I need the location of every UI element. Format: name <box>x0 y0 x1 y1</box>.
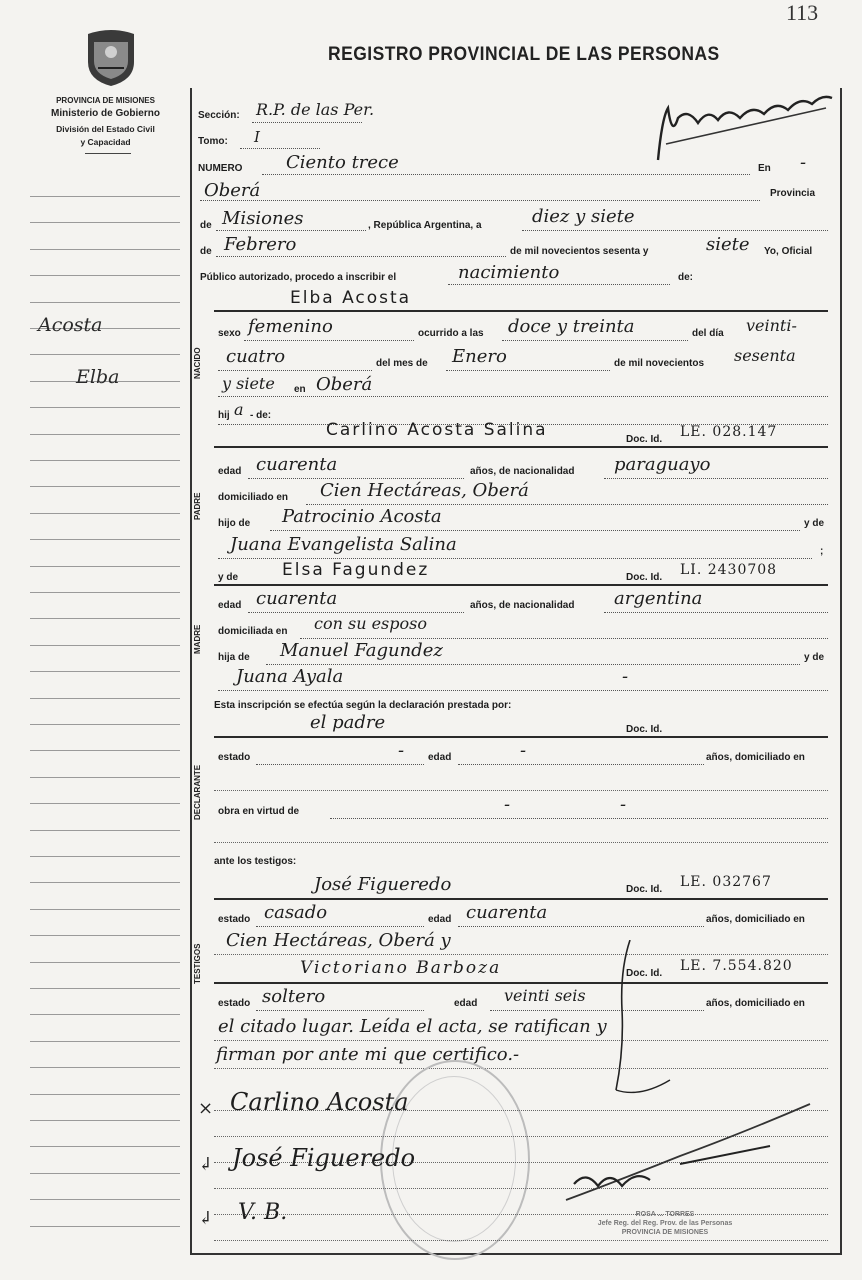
decl-edad-value: - <box>520 740 527 761</box>
padre-nac-label: años, de nacionalidad <box>470 466 575 477</box>
t2-doc-label: Doc. Id. <box>626 968 663 979</box>
side-label-testigos: TESTIGOS <box>193 943 202 985</box>
declaracion-label: Esta inscripción se efectúa según la declaración prestada por: <box>214 700 512 711</box>
mes-acta-line <box>216 256 506 257</box>
margin-rule <box>30 1199 180 1200</box>
obra-line-2 <box>214 842 828 843</box>
declarante-doc-label: Doc. Id. <box>626 724 663 735</box>
madre-hija-line <box>266 664 800 665</box>
margin-rule <box>30 513 180 514</box>
provincia-label: Provincia <box>770 188 816 199</box>
del-dia-label: del día <box>692 328 724 339</box>
hij-de-label: - de: <box>250 410 272 421</box>
hora-line <box>502 340 688 341</box>
publico-label: Público autorizado, procedo a inscribir el <box>200 272 397 283</box>
margin-rule <box>30 1226 180 1227</box>
madre-madre-dash: - <box>622 666 629 687</box>
margin-rule <box>30 618 180 619</box>
hij-suffix-value: a <box>234 400 244 419</box>
numero-line <box>262 174 750 175</box>
de-colon-label: de: <box>678 272 693 283</box>
padre-hijo-label: hijo de <box>218 518 251 529</box>
madre-hija-label: hija de <box>218 652 250 663</box>
t1-dom-value: Cien Hectáreas, Oberá y <box>226 930 451 951</box>
madre-doc-value: LI. 2430708 <box>680 562 778 578</box>
t1-edad-line <box>458 926 704 927</box>
bracket-mark-icon <box>600 940 680 1100</box>
cierre-rule-2 <box>214 1068 828 1069</box>
mil-nov-label: de mil novecientos <box>614 358 705 369</box>
tipo-value: nacimiento <box>458 262 560 283</box>
margin-name: Elba <box>76 366 120 388</box>
org-division-2: y Capacidad <box>80 137 131 147</box>
padre-edad-value: cuarenta <box>256 454 338 475</box>
obra-dash-2: - <box>620 794 627 815</box>
decl-estado-label: estado <box>218 752 251 763</box>
madre-y-de-label: y de <box>218 572 239 583</box>
page-title: REGISTRO PROVINCIAL DE LAS PERSONAS <box>328 44 720 65</box>
sexo-value: femenino <box>248 316 333 337</box>
margin-rule <box>30 698 180 699</box>
t1-dom-line <box>214 954 828 955</box>
t2-estado-label: estado <box>218 998 251 1009</box>
seccion-value: R.P. de las Per. <box>256 100 375 119</box>
margin-rule <box>30 988 180 989</box>
margin-rule <box>30 1067 180 1068</box>
t1-estado-line <box>256 926 424 927</box>
padre-doc-label: Doc. Id. <box>626 434 663 445</box>
madre-dom-label: domiciliada en <box>218 626 288 637</box>
padre-dom-value: Cien Hectáreas, Oberá <box>320 480 529 501</box>
margin-rule <box>30 777 180 778</box>
decl-edad-label: edad <box>428 752 452 763</box>
margin-signature-icon <box>648 78 838 168</box>
obra-label: obra en virtud de <box>218 806 300 817</box>
yo-oficial-label: Yo, Oficial <box>764 246 813 257</box>
padre-dom-line <box>306 504 828 505</box>
margin-rule <box>30 724 180 725</box>
side-label-declarante: DECLARANTE <box>193 764 202 820</box>
madre-dom-line <box>300 638 828 639</box>
decl-anos-label: años, domiciliado en <box>706 752 805 763</box>
declarante-top-rule <box>214 736 828 738</box>
margin-rule <box>30 671 180 672</box>
seccion-label: Sección: <box>198 110 240 121</box>
tipo-line <box>448 284 670 285</box>
margin-rule <box>30 856 180 857</box>
margin-rule <box>30 1094 180 1095</box>
margin-rule <box>30 196 180 197</box>
tomo-value: I <box>254 128 260 146</box>
numero-value: Ciento trece <box>286 152 399 173</box>
margin-rule <box>30 882 180 883</box>
t1-nombre-value: José Figueredo <box>314 874 452 895</box>
sexo-label: sexo <box>218 328 241 339</box>
testigos-label: ante los testigos: <box>214 856 297 867</box>
margin-rule <box>30 486 180 487</box>
madre-top-rule <box>214 584 828 586</box>
tomo-line <box>240 148 320 149</box>
padre-top-rule <box>214 446 828 448</box>
madre-nac-label: años, de nacionalidad <box>470 600 575 611</box>
padre-madre-line <box>218 558 812 559</box>
seccion-line <box>252 122 362 123</box>
madre-y-de-label-2: y de <box>804 652 825 663</box>
padre-nombre-value: Carlino Acosta Salina <box>326 420 548 440</box>
t1-edad-value: cuarenta <box>466 902 548 923</box>
cierre-rule-1 <box>214 1040 828 1041</box>
firma-rule-6 <box>214 1240 828 1241</box>
page-number: 113 <box>786 0 819 25</box>
t1-doc-value: LE. 032767 <box>680 874 772 890</box>
nombre-value: Elba Acosta <box>290 288 412 308</box>
en-label: En <box>758 163 771 174</box>
side-label-madre: MADRE <box>193 624 202 654</box>
margin-rule <box>30 249 180 250</box>
t1-estado-label: estado <box>218 914 251 925</box>
provincia-line <box>216 230 366 231</box>
margin-rule <box>30 909 180 910</box>
decl-dom-line <box>214 790 828 791</box>
mes-nac-value: Enero <box>452 346 507 367</box>
official-stamp-text: ROSA ... TORRES Jefe Reg. del Reg. Prov. de las Personas PROVINCIA DE MISIONES <box>597 1211 733 1236</box>
margin-rule <box>30 460 180 461</box>
margin-surname: Acosta <box>38 314 103 336</box>
madre-edad-label: edad <box>218 600 242 611</box>
t2-anos-label: años, domiciliado en <box>706 998 805 1009</box>
margin-rule <box>30 1041 180 1042</box>
t1-doc-label: Doc. Id. <box>626 884 663 895</box>
anio-acta-value: siete <box>706 234 750 255</box>
margin-rule <box>30 566 180 567</box>
en-value: - <box>800 152 807 173</box>
margin-rule <box>30 434 180 435</box>
dia-acta-line <box>522 230 828 231</box>
madre-edad-value: cuarenta <box>256 588 338 609</box>
margin-rule <box>30 275 180 276</box>
hij-label: hij <box>218 410 230 421</box>
madre-nombre-value: Elsa Fagundez <box>282 560 430 580</box>
anio-nac-value-2: y siete <box>222 374 275 393</box>
margin-rule <box>30 407 180 408</box>
t2-estado-value: soltero <box>262 986 326 1007</box>
firma-mark-1: × <box>198 1098 214 1119</box>
padre-nac-value: paraguayo <box>614 454 711 475</box>
oficial-signature-icon <box>560 1100 820 1210</box>
madre-doc-label: Doc. Id. <box>626 572 663 583</box>
de-label-2: de <box>200 246 212 257</box>
t2-estado-line <box>256 1010 424 1011</box>
t2-doc-value: LE. 7.554.820 <box>680 958 793 974</box>
ocurrido-label: ocurrido a las <box>418 328 484 339</box>
decl-edad-line <box>458 764 704 765</box>
sexo-line <box>244 340 414 341</box>
localidad-line <box>200 200 760 201</box>
margin-rule <box>30 354 180 355</box>
provincial-crest-icon <box>84 28 138 88</box>
numero-label: NUMERO <box>198 163 243 174</box>
padre-edad-label: edad <box>218 466 242 477</box>
padre-hijo-value: Patrocinio Acosta <box>282 506 442 527</box>
margin-rule <box>30 222 180 223</box>
mes-acta-value: Febrero <box>224 234 297 255</box>
lugar-nac-line <box>218 396 828 397</box>
margin-rule <box>30 592 180 593</box>
semicolon-label: ; <box>820 546 824 557</box>
margin-rule <box>30 645 180 646</box>
t2-top-rule <box>214 982 828 984</box>
padre-edad-line <box>248 478 464 479</box>
margin-rule <box>30 302 180 303</box>
mes-nac-line <box>446 370 610 371</box>
margin-rule <box>30 830 180 831</box>
firma-mark-2: ↲ <box>198 1154 214 1175</box>
padre-dom-label: domiciliado en <box>218 492 289 503</box>
side-label-padre: PADRE <box>193 492 202 520</box>
republica-label: , República Argentina, a <box>368 220 482 231</box>
t2-edad-label: edad <box>454 998 478 1009</box>
margin-rule <box>30 935 180 936</box>
padre-y-de-label: y de <box>804 518 825 529</box>
t1-anos-label: años, domiciliado en <box>706 914 805 925</box>
provincia-value: Misiones <box>222 208 304 229</box>
margin-rule <box>30 803 180 804</box>
lugar-nac-value: Oberá <box>316 374 373 395</box>
padre-nac-line <box>604 478 828 479</box>
de-label-1: de <box>200 220 212 231</box>
obra-dash-1: - <box>504 794 511 815</box>
testigos-top-rule <box>214 898 828 900</box>
org-division: División del Estado Civil <box>56 124 155 134</box>
margin-rule <box>30 750 180 751</box>
decl-estado-line <box>256 764 424 765</box>
madre-nac-value: argentina <box>614 588 703 609</box>
firma-mark-3: ↲ <box>198 1208 214 1229</box>
firma-3: V. B. <box>238 1200 288 1225</box>
madre-dom-value: con su esposo <box>314 614 427 633</box>
obra-line <box>330 818 828 819</box>
dia-acta-value: diez y siete <box>532 206 635 227</box>
mil-nov-sesenta-label: de mil novecientos sesenta y <box>510 246 649 257</box>
org-province: PROVINCIA DE MISIONES <box>56 96 155 105</box>
margin-rule <box>30 962 180 963</box>
side-label-nacido: NACIDO <box>193 347 202 379</box>
cierre-line-2: firman por ante mi que certifico.- <box>216 1044 520 1065</box>
padre-doc-value: LE. 028.147 <box>680 424 778 440</box>
margin-rule <box>30 539 180 540</box>
padre-madre-value: Juana Evangelista Salina <box>230 534 457 555</box>
dia-nac-value-2: cuatro <box>226 346 286 367</box>
org-divider <box>85 153 131 154</box>
madre-edad-line <box>248 612 464 613</box>
t1-estado-value: casado <box>264 902 328 923</box>
declarante-value: el padre <box>310 712 386 733</box>
margin-rule <box>30 1014 180 1015</box>
padre-hijo-line <box>270 530 800 531</box>
firma-2: José Figueredo <box>232 1144 416 1172</box>
decl-estado-value: - <box>398 740 405 761</box>
en-label-2: en <box>294 384 306 395</box>
t2-edad-value: veinti seis <box>504 986 586 1005</box>
margin-rule <box>30 1146 180 1147</box>
anio-nac-value: sesenta <box>734 346 796 365</box>
margin-rule <box>30 1120 180 1121</box>
madre-madre-line <box>218 690 828 691</box>
t2-nombre-value: Victoriano Barboza <box>300 958 502 978</box>
hora-value: doce y treinta <box>508 316 635 337</box>
margin-rule <box>30 1173 180 1174</box>
madre-madre-value: Juana Ayala <box>236 666 344 687</box>
nacido-top-rule <box>214 310 828 312</box>
tomo-label: Tomo: <box>198 136 228 147</box>
del-mes-label: del mes de <box>376 358 428 369</box>
localidad-value: Oberá <box>204 180 261 201</box>
t1-edad-label: edad <box>428 914 452 925</box>
dia-nac-value: veinti- <box>746 316 797 335</box>
cierre-line-1: el citado lugar. Leída el acta, se ratifican y <box>218 1016 607 1037</box>
dia-nac-line <box>218 370 372 371</box>
madre-nac-line <box>604 612 828 613</box>
madre-hija-value: Manuel Fagundez <box>280 640 443 661</box>
firma-1: Carlino Acosta <box>230 1088 409 1116</box>
org-ministry: Ministerio de Gobierno <box>51 108 160 119</box>
